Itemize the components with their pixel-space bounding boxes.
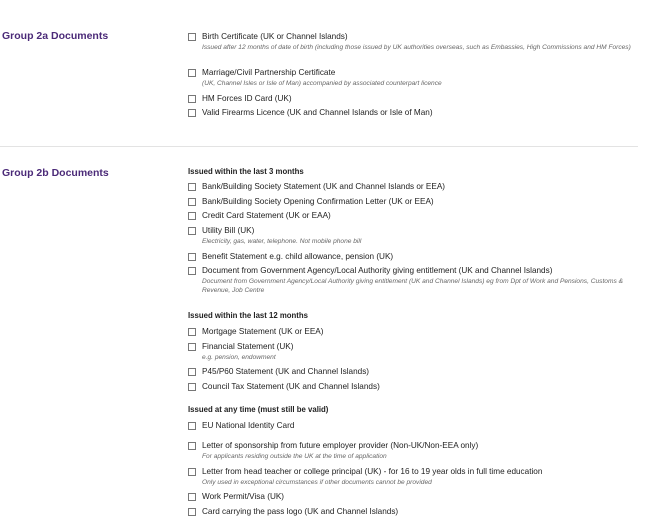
checkbox[interactable] — [188, 468, 196, 476]
section-heading-3-months: Issued within the last 3 months — [188, 167, 304, 176]
section-heading-12-months: Issued within the last 12 months — [188, 311, 309, 320]
item-label: Bank/Building Society Opening Confirmation Letter (UK or EEA) — [202, 197, 434, 206]
item-note: (UK, Channel Isles or Isle of Man) accompanied by associated counterpart licence — [202, 80, 442, 87]
checkbox[interactable] — [188, 33, 196, 41]
item-label: Benefit Statement e.g. child allowance, pension (UK) — [202, 252, 394, 261]
checkbox[interactable] — [188, 183, 196, 191]
item-label: Mortgage Statement (UK or EEA) — [202, 327, 324, 336]
group-2a-title: Group 2a Documents — [2, 30, 109, 42]
section-heading-any-time: Issued at any time (must still be valid) — [188, 405, 329, 414]
item-label: Credit Card Statement (UK or EAA) — [202, 211, 331, 220]
item-label: Letter from head teacher or college principal (UK) - for 16 to 19 year olds in full time education — [202, 467, 543, 476]
item-note: Only used in exceptional circumstances if other documents cannot be provided — [202, 479, 432, 486]
section-divider — [0, 146, 638, 147]
item-label: Financial Statement (UK) — [202, 342, 294, 351]
item-label: EU National Identity Card — [202, 421, 295, 430]
item-label: Letter of sponsorship from future employer provider (Non-UK/Non-EEA only) — [202, 441, 479, 450]
checkbox[interactable] — [188, 109, 196, 117]
checkbox[interactable] — [188, 253, 196, 261]
item-label: Marriage/Civil Partnership Certificate — [202, 68, 336, 77]
checkbox[interactable] — [188, 69, 196, 77]
checkbox[interactable] — [188, 227, 196, 235]
item-note: e.g. pension, endowment — [202, 354, 276, 361]
item-note: Document from Government Agency/Local Authority giving entitlement (UK and Channel Islands) eg from Dpt of Work and Pensions, Customs & Revenue, Job Centre — [202, 278, 623, 294]
item-label: Work Permit/Visa (UK) — [202, 492, 285, 501]
item-label: P45/P60 Statement (UK and Channel Islands) — [202, 367, 370, 376]
checkbox[interactable] — [188, 422, 196, 430]
item-note: Issued after 12 months of date of birth (including those issued by UK authorities overseas, such as Embassies, High Commissions and HM Forces) — [202, 44, 631, 51]
item-label: Valid Firearms Licence (UK and Channel Islands or Isle of Man) — [202, 108, 433, 117]
checkbox[interactable] — [188, 383, 196, 391]
checkbox[interactable] — [188, 493, 196, 501]
checkbox[interactable] — [188, 368, 196, 376]
item-label: Birth Certificate (UK or Channel Islands) — [202, 32, 348, 41]
checkbox[interactable] — [188, 328, 196, 336]
item-label: HM Forces ID Card (UK) — [202, 94, 292, 103]
item-label: Utility Bill (UK) — [202, 226, 255, 235]
item-label: Bank/Building Society Statement (UK and Channel Islands or EEA) — [202, 182, 446, 191]
checkbox[interactable] — [188, 212, 196, 220]
checkbox[interactable] — [188, 95, 196, 103]
checkbox[interactable] — [188, 198, 196, 206]
checkbox[interactable] — [188, 343, 196, 351]
item-label: Council Tax Statement (UK and Channel Islands) — [202, 382, 380, 391]
item-note: Electricity, gas, water, telephone. Not mobile phone bill — [202, 238, 362, 245]
item-note: For applicants residing outside the UK at the time of application — [202, 453, 387, 460]
checkbox[interactable] — [188, 508, 196, 516]
checkbox[interactable] — [188, 442, 196, 450]
checkbox[interactable] — [188, 267, 196, 275]
item-label: Document from Government Agency/Local Authority giving entitlement (UK and Channel Islands) — [202, 266, 553, 275]
group-2b-title: Group 2b Documents — [2, 167, 109, 179]
item-label: Card carrying the pass logo (UK and Channel Islands) — [202, 507, 399, 516]
